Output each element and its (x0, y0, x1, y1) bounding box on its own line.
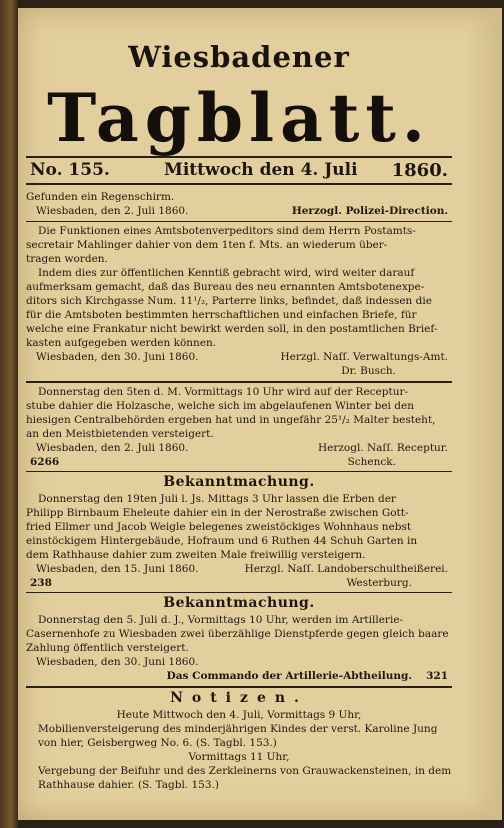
notice2-line: Die Funktionen eines Amtsbotenverpeditors sind dem Herrn Postamts- (38, 225, 416, 237)
notice3-line: an den Meistbietenden versteigert. (26, 428, 214, 440)
notice4-line: einstöckigem Hintergebäude, Hofraum und 6 Ruthen 44 Schuh Garten in (26, 535, 418, 547)
notice5-line: Casernenhofe zu Wiesbaden zwei überzählige Dienstpferde gegen gleich baare (26, 628, 449, 640)
notice5-signature (26, 669, 452, 683)
notice3-signer-row (26, 455, 452, 469)
notizen-line: Mobilienversteigerung des minderjährigen Kindes der verst. Karoline Jung (38, 723, 438, 735)
notice4-line: fried Ellmer und Jacob Weigle belegenes zweistöckiges Wohnhaus nebst (26, 521, 412, 533)
notice3-line: stube dahier die Holzasche, welche sich im abgelaufenen Winter bei den (26, 400, 414, 412)
notice5-place: Wiesbaden, den 30. Juni 1860. (36, 656, 199, 668)
notice4-line: Philipp Birnbaum Eheleute dahier ein in der Nerostraße zwischen Gott- (26, 507, 409, 519)
notice2-line: für die Amtsboten bestimmten herrschaftlichen und einfachen Briefe, für (26, 309, 417, 321)
notice5-authority: Das Commando der Artillerie-Abtheilung. (166, 670, 412, 682)
dateline-top-rule (26, 156, 452, 158)
notice2-line: secretair Mahlinger dahier von dem 1ten f. Mts. an wiederum über- (26, 239, 388, 251)
notice2-line: kasten aufgegeben werden können. (26, 337, 217, 349)
notizen-line: Rathhause dahier. (S. Tagbl. 153.) (38, 779, 219, 791)
notizen-line: Vormittags 11 Uhr, (188, 751, 290, 763)
notice3-number: 6266 (30, 456, 60, 468)
notizen-line: Heute Mittwoch den 4. Juli, Vormittags 9 Uhr, (116, 709, 362, 721)
notice3-place: Wiesbaden, den 2. Juli 1860. (36, 442, 189, 454)
issue-date: Mittwoch den 4. Juli (164, 160, 358, 180)
notice2-place: Wiesbaden, den 30. Juni 1860. (36, 351, 199, 363)
notice4-signer: Westerburg. (346, 577, 412, 589)
dateline (26, 160, 452, 182)
notice5-place-row (26, 655, 452, 669)
notice2-line: aufmerksam gemacht, daß das Bureau des neu ernannten Amtsbotenexpe- (26, 281, 425, 293)
notice2-signer-row (26, 364, 452, 378)
notice2-rule (26, 381, 452, 383)
notice2-line: welche eine Frankatur nicht bewirkt werden soll, in den postamtlichen Brief- (26, 323, 438, 335)
notice4-place: Wiesbaden, den 15. Juni 1860. (36, 563, 199, 575)
issue-number: No. 155. (30, 160, 110, 180)
book-spine (0, 0, 18, 828)
notice2-signer: Dr. Busch. (341, 365, 396, 377)
notizen-heading: Notizen. (170, 690, 308, 706)
notice1-rule (26, 221, 452, 222)
notice3-line: hiesigen Centralbehörden ergeben hat und in ungefähr 25¹/₂ Malter besteht, (26, 414, 436, 426)
notice2-authority: Herzgl. Naſſ. Verwaltungs-Amt. (280, 351, 448, 363)
notizen-line: von hier, Geisbergweg No. 6. (S. Tagbl. 153.) (38, 737, 277, 749)
notice1-authority: Herzogl. Polizei-Direction. (291, 205, 448, 217)
notice3-authority: Herzogl. Naſſ. Receptur. (317, 442, 448, 454)
issue-year: 1860. (391, 160, 448, 181)
notice3-rule (26, 471, 452, 472)
notice3-signature (26, 441, 452, 455)
masthead-city: Wiesbadener (128, 40, 350, 74)
notice5-line: Zahlung öffentlich versteigert. (26, 642, 189, 654)
notizen-line: Vergebung der Beifuhr und des Zerkleinerns von Grauwackensteinen, in dem (38, 765, 452, 777)
notice2-line: ditors sich Kirchgasse Num. 11¹/₂, Parterre links, befindet, daß indessen die (26, 295, 432, 307)
dateline-bottom-rule (26, 183, 452, 185)
notice1-place: Wiesbaden, den 2. Juli 1860. (36, 205, 189, 217)
notice5-line: Donnerstag den 5. Juli d. J., Vormittags 10 Uhr, werden im Artillerie- (38, 614, 404, 626)
masthead-title: Tagblatt. (47, 79, 431, 157)
notice2-signature (26, 350, 452, 364)
notice1-text: Gefunden ein Regenschirm. (26, 191, 175, 203)
notice5-number: 321 (426, 670, 448, 682)
notice5-heading: Bekanntmachung. (163, 595, 315, 611)
notice4-authority: Herzgl. Naſſ. Landoberschultheißerei. (244, 563, 448, 575)
notice4-signature (26, 562, 452, 576)
notice3-line: Donnerstag den 5ten d. M. Vormittags 10 Uhr wird auf der Receptur- (38, 386, 409, 398)
notice2-line: Indem dies zur öffentlichen Kenntiß gebracht wird, wird weiter darauf (38, 267, 415, 279)
notice4-rule (26, 592, 452, 593)
notice4-heading: Bekanntmachung. (163, 474, 315, 490)
notice4-number: 238 (30, 577, 52, 589)
notice4-line: Donnerstag den 19ten Juli l. Js. Mittags 3 Uhr lassen die Erben der (38, 493, 396, 505)
page-edge-shadow (466, 8, 502, 820)
notice4-line: dem Rathhause dahier zum zweiten Male freiwillig versteigern. (26, 549, 366, 561)
notice5-rule (26, 686, 452, 688)
notice3-signer: Schenck. (347, 456, 396, 468)
notice2-line: tragen worden. (26, 253, 108, 265)
notice1-signature (26, 204, 452, 218)
notice4-signer-row (26, 576, 452, 590)
